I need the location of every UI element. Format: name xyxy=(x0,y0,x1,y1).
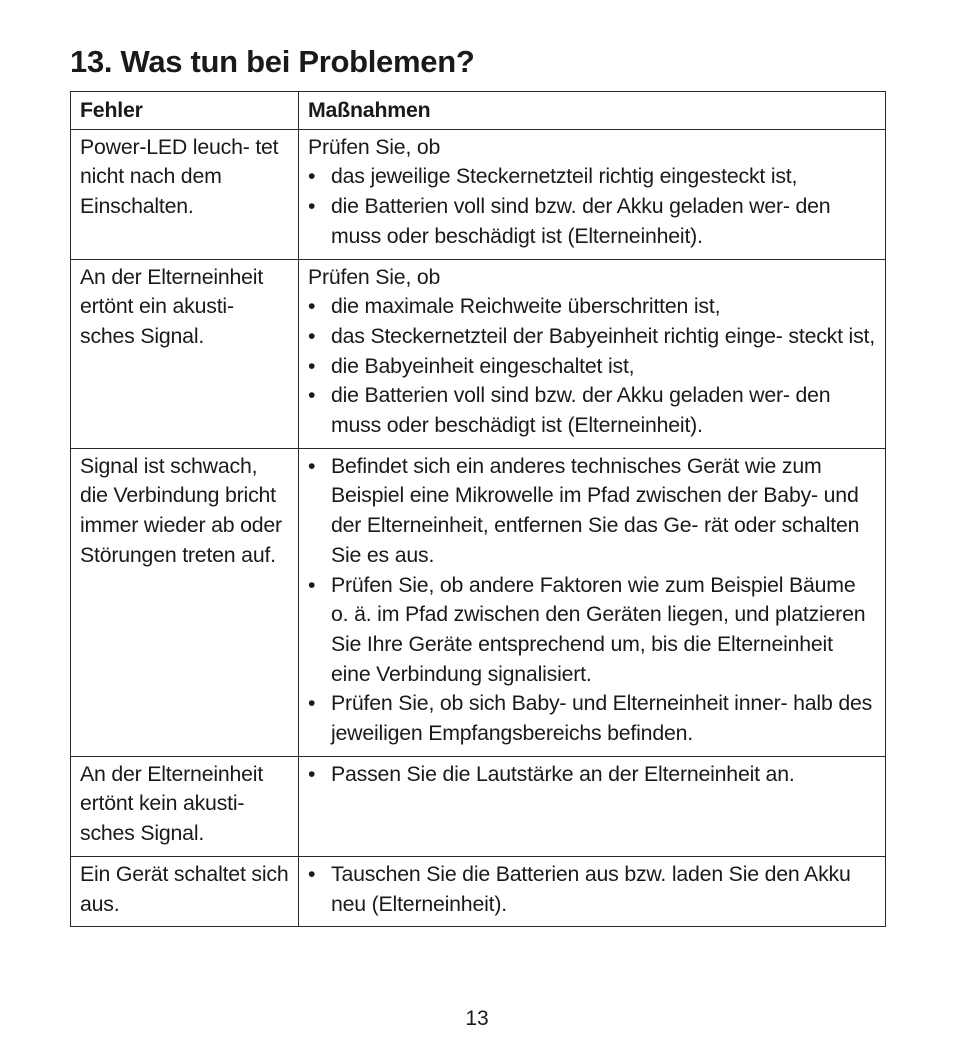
bullet-icon: • xyxy=(308,294,316,319)
bullet-icon: • xyxy=(308,164,316,189)
measures-list xyxy=(308,760,877,790)
bullet-icon: • xyxy=(308,353,316,378)
list-item-text: Passen Sie die Lautstärke an der Elterneinheit an. xyxy=(331,761,795,786)
fault-cell: Signal ist schwach, die Verbindung bricht immer wieder ab oder Störungen treten auf. xyxy=(71,448,299,756)
table-row xyxy=(71,448,886,756)
list-item xyxy=(308,689,877,748)
column-header-fault: Fehler xyxy=(71,92,299,130)
measures-cell xyxy=(299,756,886,856)
measures-list xyxy=(308,860,877,919)
fault-cell: Ein Gerät schaltet sich aus. xyxy=(71,856,299,926)
bullet-icon: • xyxy=(308,572,316,597)
table-header-row xyxy=(71,92,886,130)
table-row xyxy=(71,856,886,926)
measures-intro: Prüfen Sie, ob xyxy=(308,264,441,289)
bullet-icon: • xyxy=(308,323,316,348)
list-item-text: das Steckernetzteil der Babyeinheit richtig einge- steckt ist, xyxy=(331,323,875,348)
bullet-icon: • xyxy=(308,861,316,886)
list-item-text: die maximale Reichweite überschritten ist, xyxy=(331,294,721,319)
list-item-text: Befindet sich ein anderes technisches Gerät wie zum Beispiel eine Mikrowelle im Pfad zwischen der Baby- und der Elterneinheit, entfernen Sie das Ge- rät oder schalten Sie es aus. xyxy=(331,453,860,567)
list-item-text: Prüfen Sie, ob andere Faktoren wie zum Beispiel Bäume o. ä. im Pfad zwischen den Geräten liegen, und platzieren Sie Ihre Geräte entsprechend um, bis die Elterneinheit eine Verbindung signalisiert. xyxy=(331,572,866,686)
troubleshooting-table xyxy=(70,91,886,927)
table-row xyxy=(71,756,886,856)
measures-list xyxy=(308,162,877,251)
list-item xyxy=(308,192,877,251)
measures-cell xyxy=(299,259,886,448)
measures-cell xyxy=(299,856,886,926)
measures-intro: Prüfen Sie, ob xyxy=(308,134,441,159)
bullet-icon: • xyxy=(308,761,316,786)
bullet-icon: • xyxy=(308,453,316,478)
measures-list xyxy=(308,292,877,441)
table-row xyxy=(71,129,886,259)
list-item xyxy=(308,322,877,352)
list-item-text: die Babyeinheit eingeschaltet ist, xyxy=(331,353,635,378)
list-item-text: die Batterien voll sind bzw. der Akku geladen wer- den muss oder beschädigt ist (Elterneinheit). xyxy=(331,194,831,248)
fault-cell: An der Elterneinheit ertönt ein akusti- sches Signal. xyxy=(71,259,299,448)
list-item xyxy=(308,162,877,192)
list-item xyxy=(308,381,877,440)
bullet-icon: • xyxy=(308,383,316,408)
fault-cell: Power-LED leuch- tet nicht nach dem Einschalten. xyxy=(71,129,299,259)
list-item xyxy=(308,760,877,790)
list-item xyxy=(308,292,877,322)
bullet-icon: • xyxy=(308,194,316,219)
page-title: 13. Was tun bei Problemen? xyxy=(70,44,475,79)
list-item-text: das jeweilige Steckernetzteil richtig eingesteckt ist, xyxy=(331,164,798,189)
measures-list xyxy=(308,452,877,749)
list-item xyxy=(308,452,877,571)
page-number: 13 xyxy=(465,1007,489,1030)
measures-cell xyxy=(299,448,886,756)
list-item-text: die Batterien voll sind bzw. der Akku geladen wer- den muss oder beschädigt ist (Elterneinheit). xyxy=(331,383,831,438)
table-row xyxy=(71,259,886,448)
list-item-text: Tauschen Sie die Batterien aus bzw. laden Sie den Akku neu (Elterneinheit). xyxy=(331,861,851,916)
bullet-icon: • xyxy=(308,691,316,716)
list-item xyxy=(308,571,877,690)
measures-cell xyxy=(299,129,886,259)
column-header-measures: Maßnahmen xyxy=(299,92,886,130)
list-item-text: Prüfen Sie, ob sich Baby- und Elterneinheit inner- halb des jeweiligen Empfangsbereichs befinden. xyxy=(331,691,873,746)
list-item xyxy=(308,860,877,919)
list-item xyxy=(308,352,877,382)
fault-cell: An der Elterneinheit ertönt kein akusti- sches Signal. xyxy=(71,756,299,856)
